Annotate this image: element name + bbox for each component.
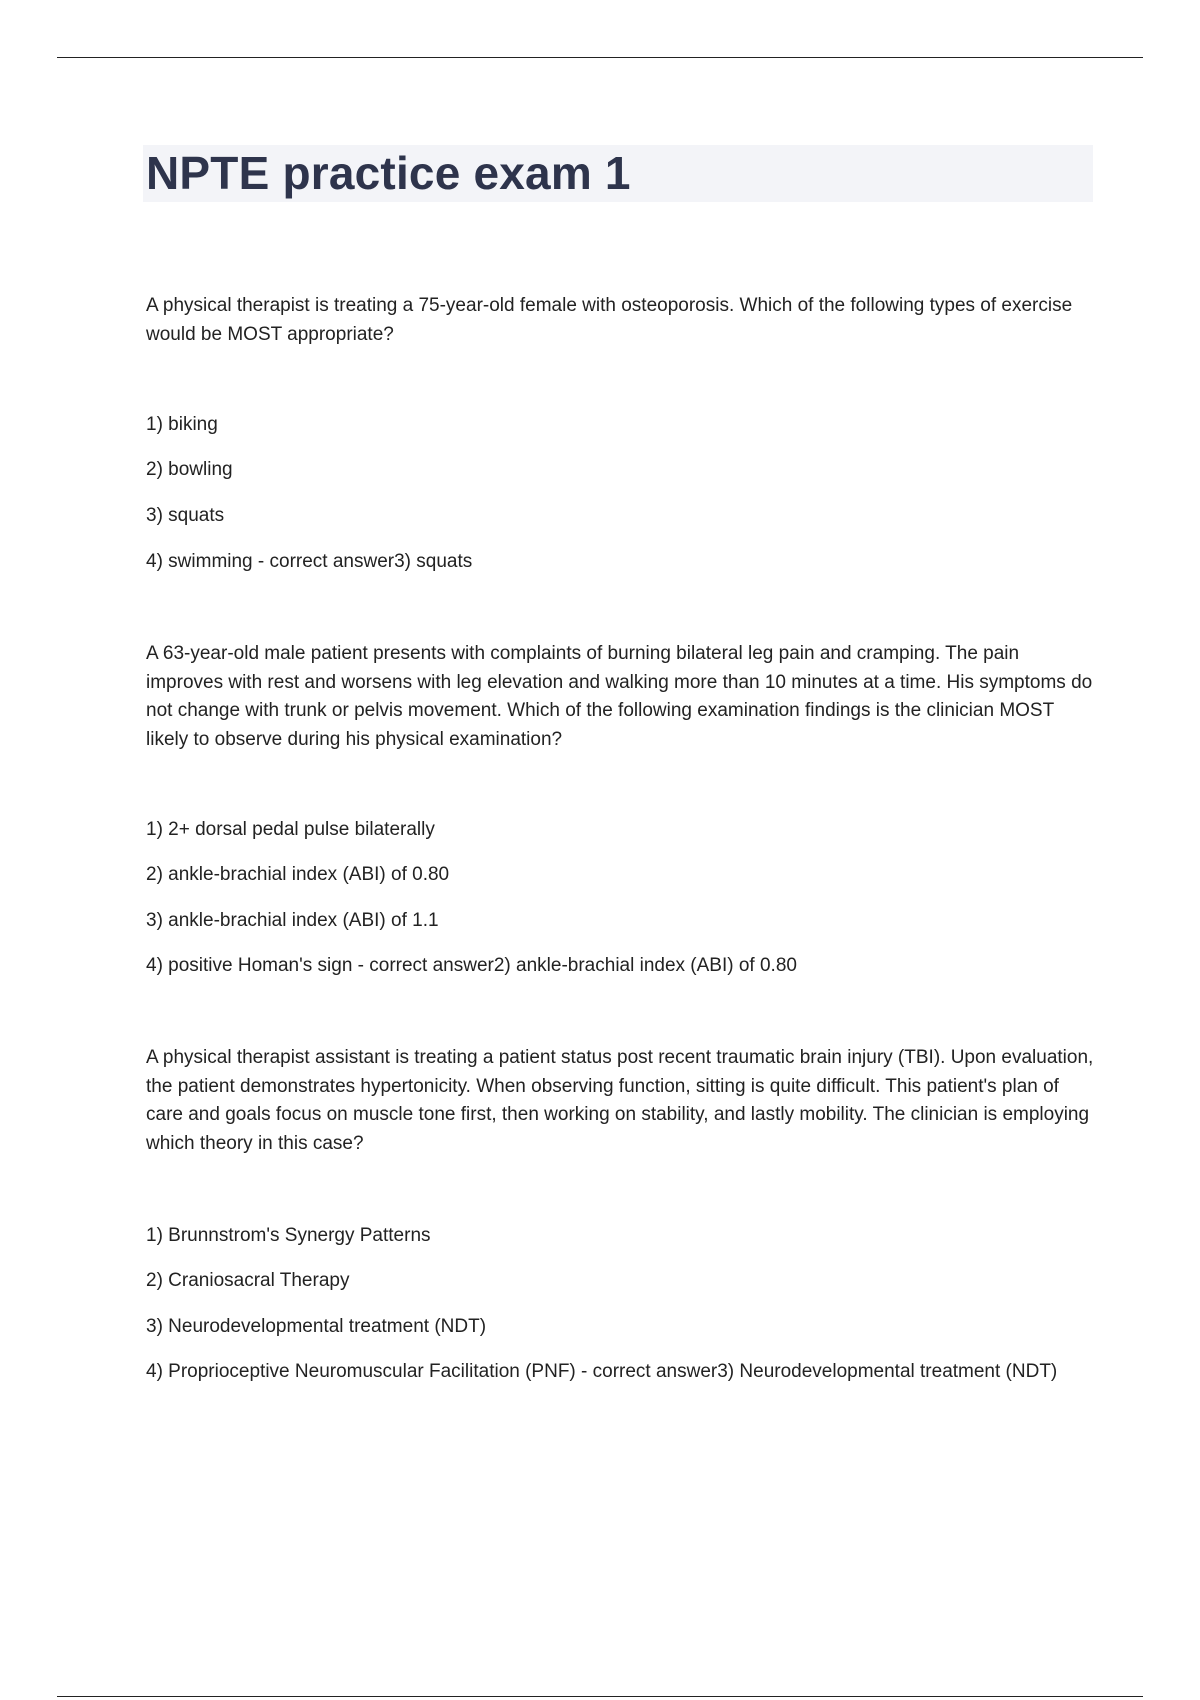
answer-option-with-key: 4) positive Homan's sign - correct answer2) ankle-brachial index (ABI) of 0.80 [146,955,797,976]
answer-option: 2) Craniosacral Therapy [146,1270,350,1291]
question-text: A physical therapist assistant is treating a patient status post recent traumatic brain injury (TBI). Upon evaluation, the patient demonstrates hypertonicity. When observing function, sitting is quite difficult. This patient's plan of care and goals focus on muscle tone first, then working on stability, and lastly mobility. The clinician is employing which theory in this case? [146,1047,1094,1154]
answer-option: 3) Neurodevelopmental treatment (NDT) [146,1316,487,1337]
answer-option: 2) bowling [146,459,233,480]
answer-option: 1) Brunnstrom's Synergy Patterns [146,1225,431,1246]
page-title: NPTE practice exam 1 [146,147,631,199]
footer-rule [57,1696,1143,1697]
question-text: A 63-year-old male patient presents with complaints of burning bilateral leg pain and cramping. The pain improves with rest and worsens with leg elevation and walking more than 10 minutes at a time. His symptoms do not change with trunk or pelvis movement. Which of the following examination findings is the clinician MOST likely to observe during his physical examination? [146,643,1093,750]
answer-option: 2) ankle-brachial index (ABI) of 0.80 [146,864,450,885]
answer-option: 3) ankle-brachial index (ABI) of 1.1 [146,910,439,931]
answer-option: 1) 2+ dorsal pedal pulse bilaterally [146,819,435,840]
question-block-2 [146,640,1096,754]
answer-option-with-key: 4) swimming - correct answer3) squats [146,551,473,572]
question-block-3 [146,1044,1096,1158]
answer-option: 3) squats [146,505,225,526]
question-text: A physical therapist is treating a 75-year-old female with osteoporosis. Which of the following types of exercise would be MOST appropriate? [146,295,1073,345]
question-block-1 [146,292,1096,349]
header-rule [57,57,1143,58]
answer-option-with-key: 4) Proprioceptive Neuromuscular Facilitation (PNF) - correct answer3) Neurodevelopmental treatment (NDT) [146,1361,1058,1382]
answer-option: 1) biking [146,414,218,435]
